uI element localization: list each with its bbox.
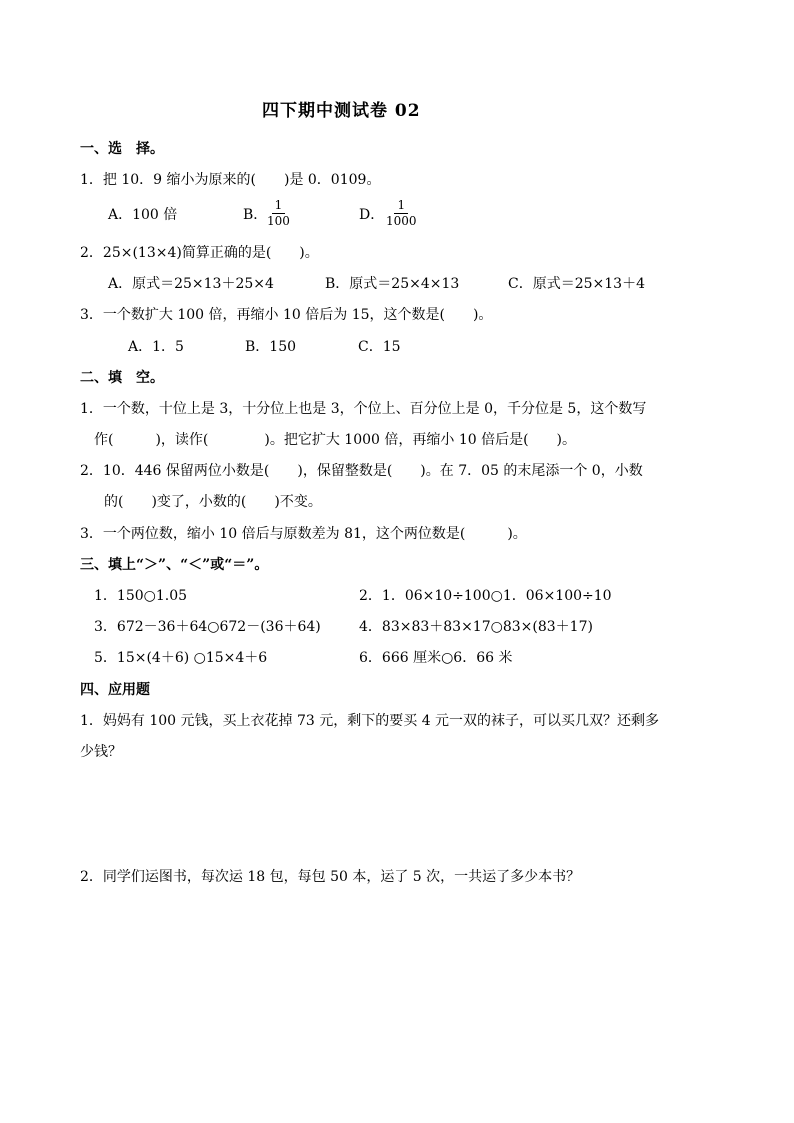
s3-item-2: 2．1．06×10÷100○1．06×100÷10: [359, 588, 612, 604]
s1-q3-option-a: A．1．5: [128, 339, 184, 355]
s1-q1-option-b-label: B．: [243, 207, 268, 223]
s2-question-2-line-2: 的( )变了，小数的( )不变。: [104, 494, 322, 510]
section-1-heading: 一、选 择。: [80, 141, 164, 157]
s3-item-6: 6．666 厘米○6．66 米: [359, 650, 513, 666]
fraction-denominator: 100: [267, 214, 290, 228]
s1-question-2: 2．25×(13×4)简算正确的是( )。: [80, 245, 319, 261]
s3-item-4: 4．83×83＋83×17○83×(83＋17): [359, 619, 593, 635]
fraction-denominator: 1000: [386, 214, 417, 228]
s3-item-5: 5．15×(4＋6) ○15×4＋6: [94, 650, 268, 666]
s1-q2-option-b: B．原式＝25×4×13: [325, 276, 460, 292]
s2-question-1-line-1: 1．一个数，十位上是 3，十分位上也是 3，个位上、百分位上是 0，千分位是 5，这个数写: [80, 401, 647, 417]
s1-q1-option-a: A．100 倍: [108, 207, 178, 223]
page-title: 四下期中测试卷 02: [262, 101, 421, 121]
section-3-heading: 三、填上“＞”、“＜”或“＝”。: [80, 557, 269, 573]
s1-q1-option-c-fraction: [386, 198, 417, 229]
s1-q1-option-b-fraction: [267, 198, 290, 229]
s1-q3-option-b: B．150: [245, 339, 297, 355]
s1-question-1: 1．把 10．9 缩小为原来的( )是 0．0109。: [80, 172, 381, 188]
s4-question-1-line-2: 少钱？: [80, 744, 122, 760]
section-4-heading: 四、应用题: [80, 682, 150, 698]
s1-q3-option-c: C．15: [358, 339, 401, 355]
s3-item-3: 3．672－36＋64○672－(36＋64): [94, 619, 321, 635]
s4-question-2: 2．同学们运图书，每次运 18 包，每包 50 本，运了 5 次，一共运了多少本书？: [80, 869, 581, 885]
s1-question-3: 3．一个数扩大 100 倍，再缩小 10 倍后为 15，这个数是( )。: [80, 307, 493, 323]
s2-question-2-line-1: 2．10．446 保留两位小数是( )，保留整数是( )。在 7．05 的末尾添一个 0，小数: [80, 463, 643, 479]
s1-q2-option-c: C．原式＝25×13＋4: [508, 276, 645, 292]
s1-q2-option-a: A．原式＝25×13＋25×4: [108, 276, 274, 292]
s2-question-3: 3．一个两位数，缩小 10 倍后与原数差为 81，这个两位数是( )。: [80, 526, 527, 542]
s2-question-1-line-2: 作( )，读作( )。把它扩大 1000 倍，再缩小 10 倍后是( )。: [94, 432, 577, 448]
fraction-numerator: 1: [272, 198, 286, 214]
s1-q1-option-c-label: D．: [359, 207, 385, 223]
s3-item-1: 1．150○1.05: [94, 588, 188, 604]
s4-question-1-line-1: 1．妈妈有 100 元钱，买上衣花掉 73 元，剩下的要买 4 元一双的袜子，可以买几双？还剩多: [80, 713, 660, 729]
fraction-numerator: 1: [394, 198, 408, 214]
section-2-heading: 二、填 空。: [80, 370, 164, 386]
